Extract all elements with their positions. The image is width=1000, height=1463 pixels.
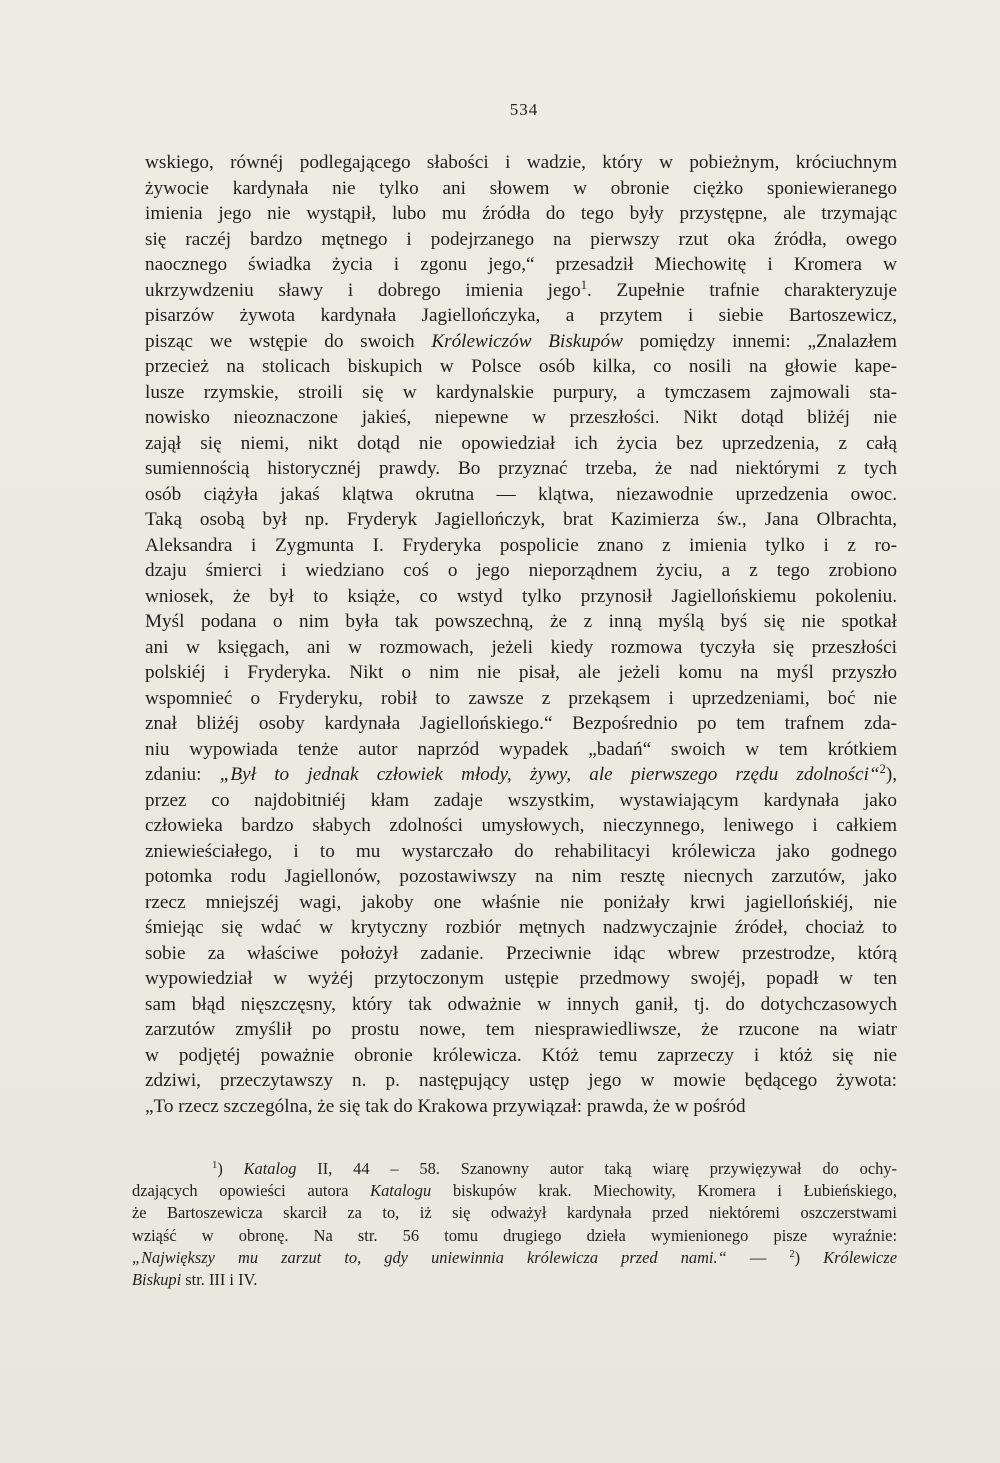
text-segment: ) xyxy=(794,1247,824,1267)
text-line xyxy=(145,278,897,304)
text-line: sobie za właściwe położył zadanie. Przeciwnie idąc wbrew przestrodze, którą xyxy=(145,942,897,964)
footnote-line: wziąść w obronę. Na str. 56 tomu drugiego dzieła wymienionego pisze wyraźnie: xyxy=(132,1225,897,1245)
footnotes xyxy=(132,1158,897,1291)
text-segment: pomiędzy innemi: „Znalazłem xyxy=(622,330,897,352)
text-line: osób ciążyła jakaś klątwa okrutna — klątwa, niezawodnie uprzedzenia owoc. xyxy=(145,483,897,505)
text-segment: II, 44 – 58. Szanowny autor taką wiarę przywięzywał do ochy- xyxy=(296,1159,897,1178)
text-line: się raczéj bardzo mętnego i podejrzanego na pierwszy rzut oka źródła, owego xyxy=(145,228,897,250)
text-line: imienia jego nie wystąpił, lubo mu źródła do tego były przystępne, ale trzymając xyxy=(145,203,897,224)
text-line: nowisko nieoznaczone jakieś, niepewne w przeszłości. Nikt dotąd bliżéj nie xyxy=(145,407,897,428)
text-line xyxy=(145,329,897,355)
footnote-ref: 1 xyxy=(580,277,587,292)
text-line: żywocie kardynała nie tylko ani słowem w obronie ciężko sponiewieranego xyxy=(145,177,897,199)
text-line: sam błąd nięszczęsny, który tak odważnie w innych ganił, tj. do dotychczasowych xyxy=(145,993,897,1015)
text-line: znał bliżéj osoby kardynała Jagiellońskiego.“ Bezpośrednio po tem trafnem zda- xyxy=(145,713,897,734)
footnote-mark: 2 xyxy=(789,1248,795,1260)
text-line: „To rzecz szczególna, że się tak do Krakowa przywiązał: prawda, że w pośród xyxy=(145,1095,746,1117)
text-line: niu wypowiada tenże autor naprzód wypadek „badań“ swoich w tem krótkiem xyxy=(145,738,897,760)
text-line: wspomnieć o Fryderyku, robił to zawsze z przekąsem i uprzedzeniami, boć nie xyxy=(145,687,897,709)
text-line: przez co najdobitniéj kłam zadaje wszystkim, wystawiającym kardynała jako xyxy=(145,789,897,811)
text-line: zajął się niemi, nikt dotąd nie opowiedział ich życia bez uprzedzenia, z całą xyxy=(145,432,897,454)
quotation: „Był to jednak człowiek młody, żywy, ale pierwszego rzędu zdolności“ xyxy=(219,764,880,785)
footnote-mark: 1 xyxy=(212,1160,218,1172)
body-text xyxy=(145,150,897,1119)
text-line: Myśl podana o nim była tak powszechną, że z inną myślą byś się nie spotkał xyxy=(145,611,897,632)
text-line: ani w księgach, ani w rozmowach, jeżeli kiedy rozmowa tyczyła się przeszłości xyxy=(145,636,897,658)
text-line: przecież na stolicach biskupich w Polsce osób kilka, co nosili na głowie kape- xyxy=(145,356,897,377)
text-segment: zdaniu: xyxy=(145,764,220,785)
text-line: potomka rodu Jagiellonów, pozostawiwszy na nim resztę niecnych zarzutów, jako xyxy=(145,866,897,887)
text-segment: ), xyxy=(885,764,898,785)
text-line: lusze rzymskie, stroili się w kardynalskie purpury, a tymczasem zajmowali sta- xyxy=(145,381,897,403)
text-line: zdziwi, przeczytawszy n. p. następujący ustęp jego w mowie będącego żywota: xyxy=(145,1070,897,1091)
text-segment: ) xyxy=(217,1159,244,1178)
text-line: Aleksandra i Zygmunta I. Fryderyka pospolicie znano z imienia tylko i z ro- xyxy=(145,534,897,556)
text-line: polskiéj i Fryderyka. Nikt o nim nie pisał, ale jeżeli komu na myśl przyszło xyxy=(145,662,897,683)
footnote-line xyxy=(132,1180,897,1202)
text-line: sumiennością historycznéj prawdy. Bo przyznać trzeba, że nad niektórymi z tych xyxy=(145,458,897,479)
text-segment: . Zupełnie trafnie charakteryzuje xyxy=(586,279,897,301)
footnote-line xyxy=(132,1269,897,1291)
text-line: dzaju śmierci i wiedziano coś o jego nieporządnem życiu, a z tego zrobiono xyxy=(145,560,897,581)
quotation: „Największy mu zarzut to, gdy uniewinnia królewicza przed nami.“ xyxy=(132,1247,727,1267)
book-title: Katalog xyxy=(243,1159,297,1178)
text-line: rzecz mniejszéj wagi, jakoby one właśnie nie poniżały krwi jagiellońskiéj, nie xyxy=(145,891,897,913)
text-segment: — xyxy=(726,1247,790,1267)
text-line: wypowiedział w wyżéj przytoczonym ustępie przedmowy swojéj, popadł w ten xyxy=(145,968,897,989)
text-line: Taką osobą był np. Fryderyk Jagiellończyk, brat Kazimierza św., Jana Olbrachta, xyxy=(145,509,897,530)
text-segment: pisząc we wstępie do swoich xyxy=(145,330,432,352)
footnote-ref: 2 xyxy=(879,762,886,777)
text-segment: ukrzywdzeniu sławy i dobrego imienia jego xyxy=(145,279,581,301)
text-line: wskiego, równéj podlegającego słabości i wadzie, który w pobieżnym, króciuchnym xyxy=(145,152,897,173)
text-segment: dzających opowieści autora xyxy=(132,1181,371,1201)
footnote-line: że Bartoszewicza skarcił za to, iż się odważył kardynała przed niektóremi oszczerstwami xyxy=(132,1203,897,1223)
book-title: Biskupi xyxy=(132,1270,182,1290)
footnote-1 xyxy=(132,1158,897,1180)
text-line: zniewieściałego, i to mu wystarczało do rehabilitacyi królewicza jako godnego xyxy=(145,840,897,862)
text-segment: biskupów krak. Miechowity, Kromera i Łubieńskiego, xyxy=(431,1181,897,1201)
footnote-line xyxy=(132,1247,897,1269)
text-line: wniosek, że był to książe, co wstyd tylko przynosił Jagiellońskiemu pokoleniu. xyxy=(145,585,897,607)
book-title: Królewiczów Biskupów xyxy=(431,330,623,352)
text-segment: str. III i IV. xyxy=(181,1270,258,1290)
text-line: pisarzów żywota kardynała Jagiellończyka, a przytem i siebie Bartoszewicz, xyxy=(145,305,897,326)
text-line: człowieka bardzo słabych zdolności umysłowych, nieczynnego, leniwego i całkiem xyxy=(145,815,897,836)
text-line xyxy=(145,762,897,788)
page-number: 534 xyxy=(509,100,539,119)
book-title: Katalogu xyxy=(370,1181,432,1201)
text-line: w podjętéj poważnie obronie królewicza. Któż temu zaprzeczy i któż się nie xyxy=(145,1044,897,1066)
text-line: naocznego świadka życia i zgonu jego,“ przesadził Miechowitę i Kromera w xyxy=(145,254,897,275)
book-title: Królewicze xyxy=(823,1247,897,1267)
text-line: zarzutów zmyślił po prostu nowe, tem niesprawiedliwsze, że rzucone na wiatr xyxy=(145,1019,897,1040)
text-line: śmiejąc się wdać w krytyczny rozbiór mętnych nadzwyczajnie źródeł, chociaż to xyxy=(145,917,897,938)
